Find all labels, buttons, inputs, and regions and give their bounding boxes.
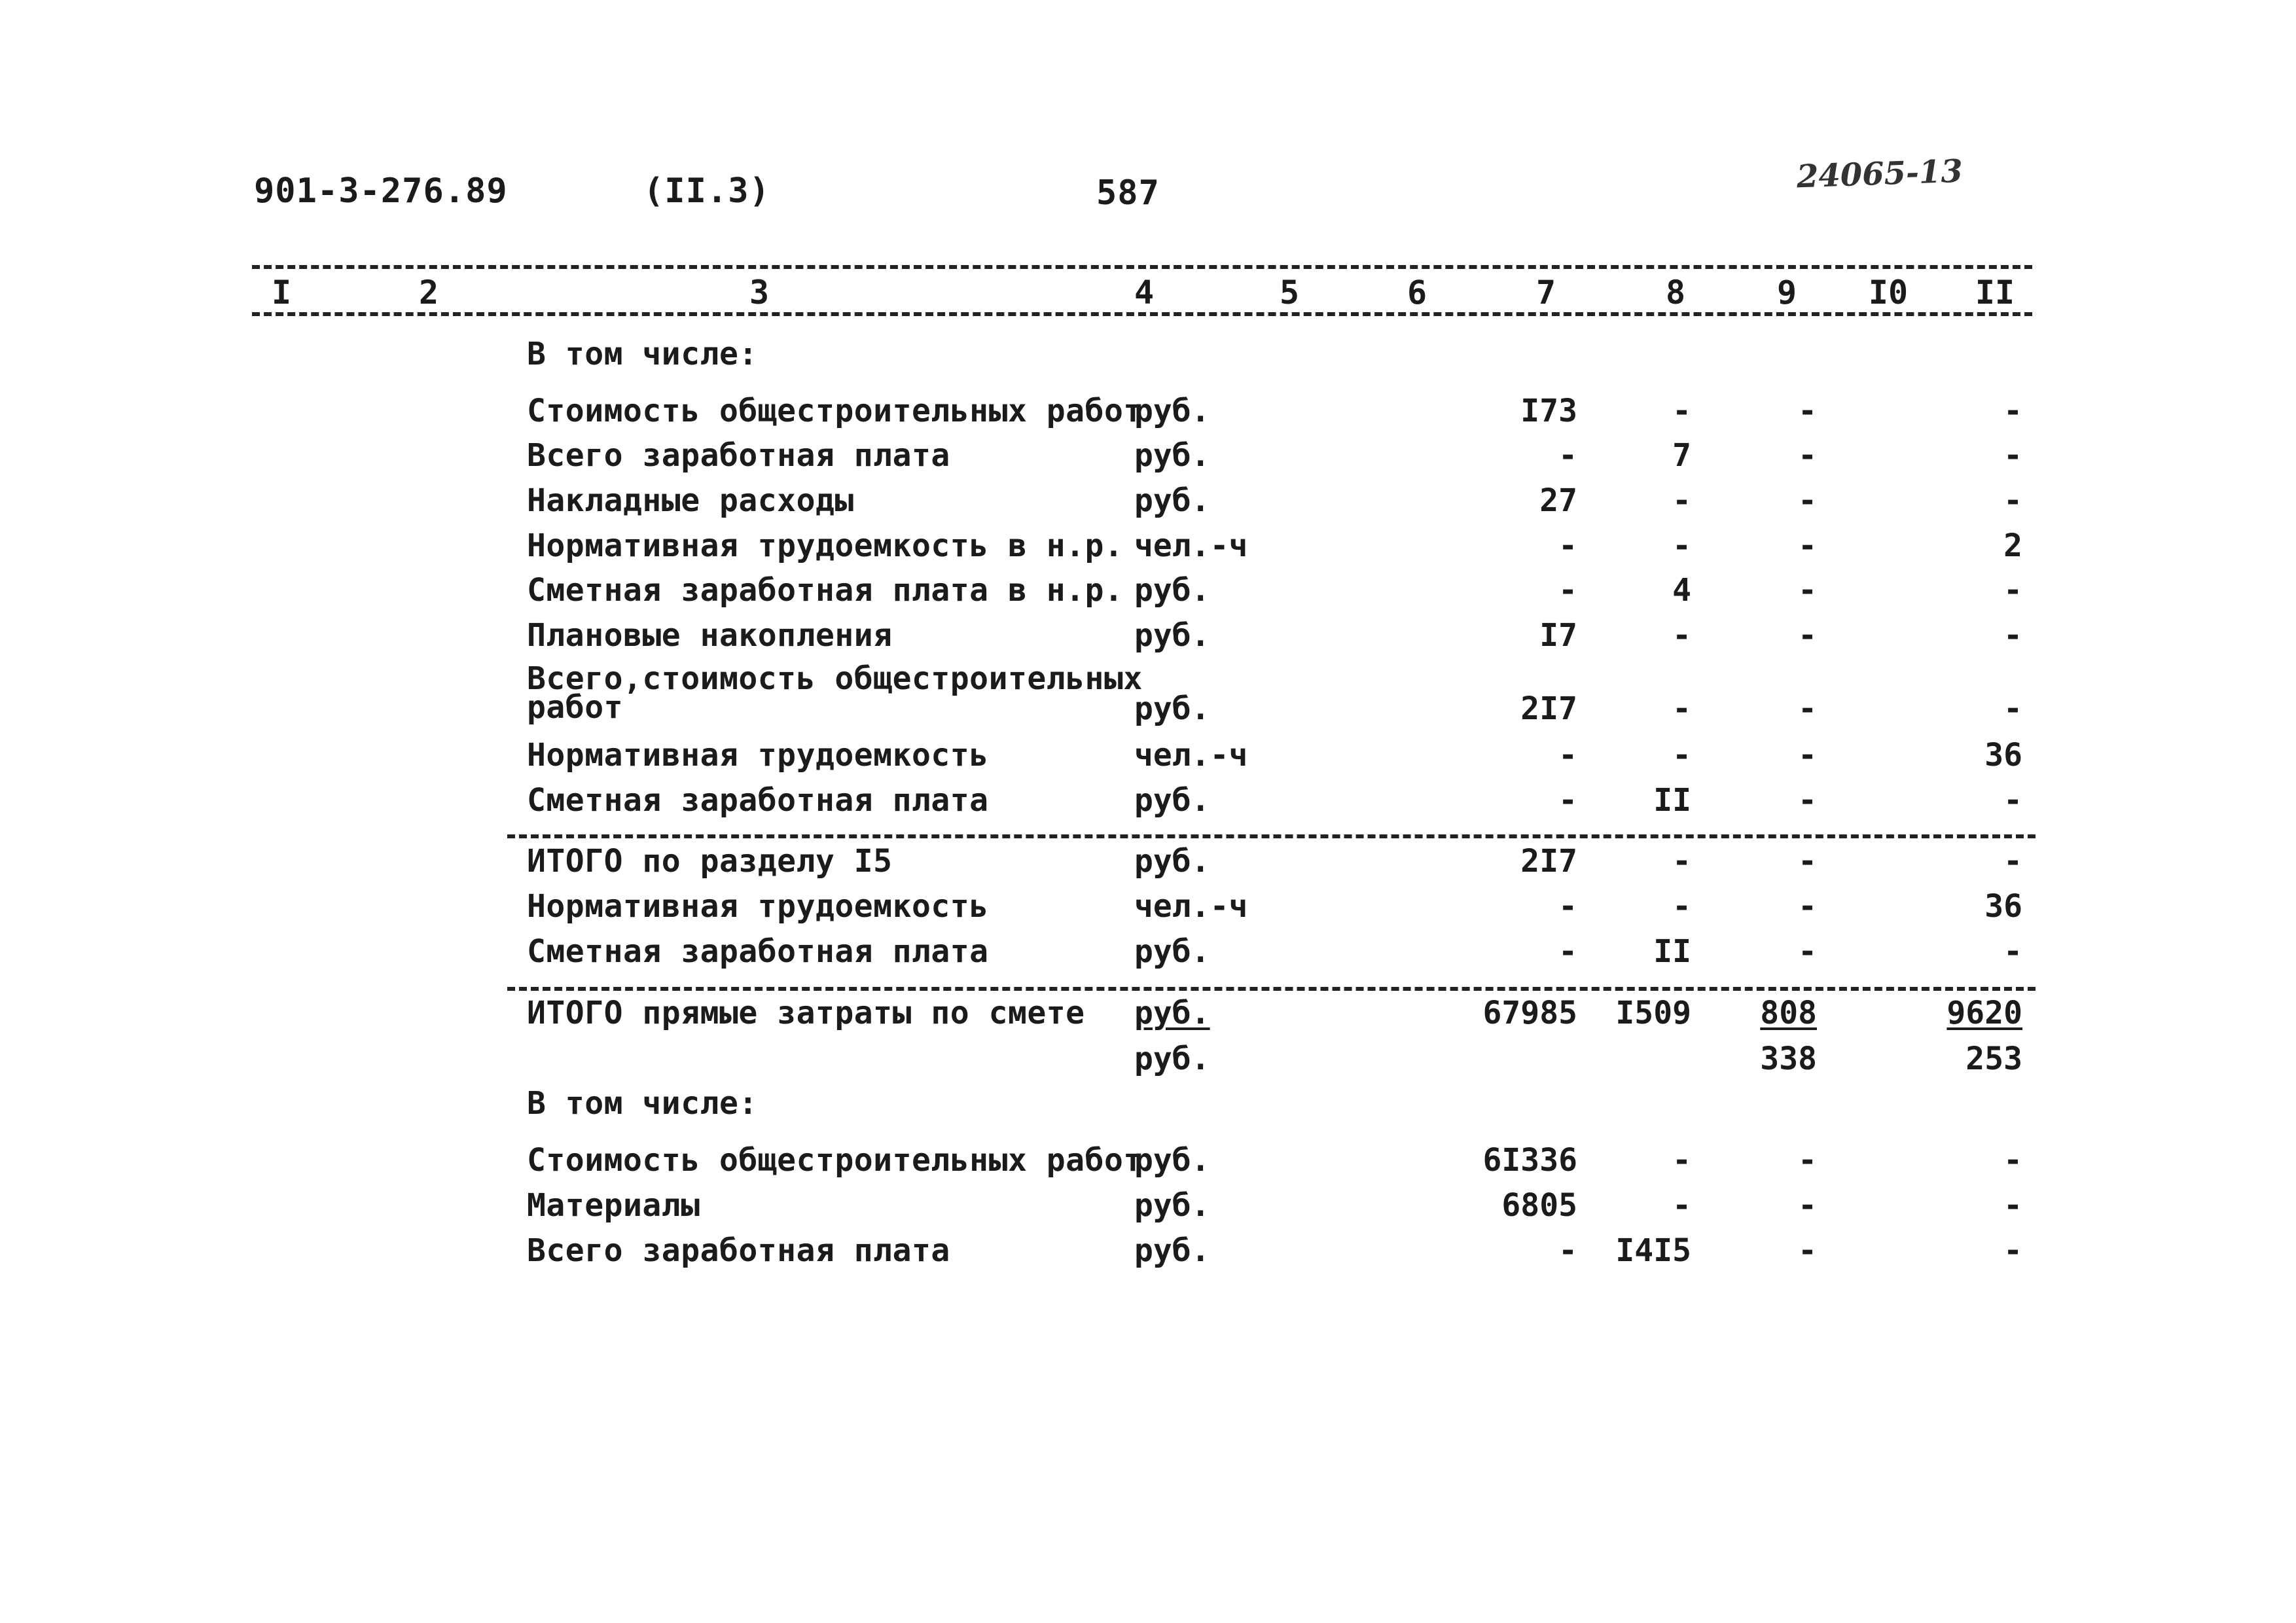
cell-col7: - [1558, 527, 1577, 564]
col-num-9: 9 [1776, 274, 1797, 312]
cell-col11: - [2003, 1142, 2022, 1179]
row-unit: руб. [1134, 437, 1210, 474]
cell-col11: - [2003, 617, 2022, 654]
cell-col8: I4I5 [1615, 1232, 1691, 1269]
cell-col8: I509 [1615, 995, 1691, 1031]
cell-col11: - [2003, 782, 2022, 819]
row-label-continuation: работ [527, 689, 623, 726]
cell-col7: I73 [1520, 393, 1577, 429]
col-num-6: 6 [1407, 274, 1427, 312]
row-label: Всего заработная плата [527, 437, 950, 474]
cell-col11: - [2003, 572, 2022, 609]
cell-col11: 2 [2003, 527, 2022, 564]
row-label: Материалы [527, 1187, 700, 1224]
section-rule [507, 834, 2036, 838]
col-num-5: 5 [1279, 274, 1300, 312]
row-unit: руб. [1134, 690, 1210, 727]
cell-col11: - [2003, 933, 2022, 970]
row-unit: руб. [1134, 782, 1210, 819]
cell-col9: - [1798, 527, 1817, 564]
cell-col11: - [2003, 1232, 2022, 1269]
row-label: Сметная заработная плата [527, 782, 989, 819]
row-label: Стоимость общестроительных работ [527, 1142, 1143, 1179]
row-label: Нормативная трудоемкость в н.р. [527, 527, 1124, 564]
document-code: 901-3-276.89 [254, 171, 508, 211]
cell-col9: - [1798, 437, 1817, 474]
cell-col11: - [2003, 393, 2022, 429]
cell-col7: 2I7 [1520, 690, 1577, 727]
cell-col9: - [1798, 933, 1817, 970]
cell-col8: - [1672, 690, 1691, 727]
row-label: Накладные расходы [527, 482, 854, 519]
col-num-7: 7 [1535, 274, 1556, 312]
row-label: Плановые накопления [527, 617, 893, 654]
cell-col9: - [1798, 737, 1817, 774]
row-label: ИТОГО по разделу I5 [527, 843, 893, 880]
col-num-2: 2 [418, 274, 439, 312]
cell-col9: - [1798, 843, 1817, 880]
col-num-10: I0 [1868, 274, 1909, 312]
col-num-4: 4 [1134, 274, 1155, 312]
row-unit: руб. [1134, 1187, 1210, 1224]
cell-col9: - [1798, 690, 1817, 727]
row-label: Нормативная трудоемкость [527, 888, 989, 925]
section-rule [507, 987, 2036, 991]
col-num-1: I [271, 274, 292, 312]
row-label: Сметная заработная плата в н.р. [527, 572, 1124, 609]
row-unit: руб. [1134, 393, 1210, 429]
cell-col11: - [2003, 1187, 2022, 1224]
cell-col9: - [1798, 572, 1817, 609]
row-unit: руб. [1134, 617, 1210, 654]
row-unit: руб. [1134, 843, 1210, 880]
row-unit: чел.-ч [1134, 737, 1248, 774]
cell-col8: 4 [1672, 572, 1691, 609]
cell-col9: - [1798, 393, 1817, 429]
cell-col7: 2I7 [1520, 843, 1577, 880]
row-label: Сметная заработная плата [527, 933, 989, 970]
header-top-rule [252, 265, 2032, 269]
cell-col11: - [2003, 843, 2022, 880]
cell-col7: - [1558, 572, 1577, 609]
col-num-8: 8 [1665, 274, 1686, 312]
cell-col9: - [1798, 888, 1817, 925]
cell-col11: 9620 [1946, 995, 2022, 1031]
cell-col7: - [1558, 782, 1577, 819]
row-label: Стоимость общестроительных работ [527, 393, 1143, 429]
cell-col8: - [1672, 482, 1691, 519]
row-unit: чел.-ч [1134, 527, 1248, 564]
cell-col7: 27 [1539, 482, 1577, 519]
cell-col8: 7 [1672, 437, 1691, 474]
cell-col8: - [1672, 1142, 1691, 1179]
cell-col8: - [1672, 393, 1691, 429]
header-bottom-rule [252, 312, 2032, 316]
row-unit: чел.-ч [1134, 888, 1248, 925]
cell-col7: - [1558, 888, 1577, 925]
cell-col7: - [1558, 737, 1577, 774]
row-unit: руб. [1134, 1232, 1210, 1269]
cell-col8: - [1672, 737, 1691, 774]
col-num-11: II [1975, 274, 2015, 312]
cell-col8: II [1653, 933, 1691, 970]
cell-col8: - [1672, 843, 1691, 880]
row-unit: руб. [1134, 995, 1210, 1031]
row-label: В том числе: [527, 1085, 758, 1122]
row-unit: руб. [1134, 1041, 1210, 1077]
cell-col8: II [1653, 782, 1691, 819]
row-unit: руб. [1134, 482, 1210, 519]
cell-col9: - [1798, 482, 1817, 519]
cell-col9: - [1798, 617, 1817, 654]
handwritten-reference: 24065-13 [1796, 152, 1964, 196]
cell-col9: - [1798, 1232, 1817, 1269]
cell-col9: 808 [1760, 995, 1817, 1031]
cell-col9: 338 [1760, 1041, 1817, 1077]
row-label: Всего заработная плата [527, 1232, 950, 1269]
cell-col11: - [2003, 437, 2022, 474]
cell-col9: - [1798, 782, 1817, 819]
cell-col8: - [1672, 527, 1691, 564]
cell-col7: 67985 [1482, 995, 1577, 1031]
row-label: Всего,стоимость общестроительных [527, 660, 1143, 697]
cell-col7: 6I336 [1482, 1142, 1577, 1179]
row-unit: руб. [1134, 572, 1210, 609]
cell-col9: - [1798, 1187, 1817, 1224]
cell-col8: - [1672, 888, 1691, 925]
cell-col7: 6805 [1501, 1187, 1577, 1224]
row-label: ИТОГО прямые затраты по смете [527, 995, 1085, 1031]
cell-col8: - [1672, 617, 1691, 654]
row-label: Нормативная трудоемкость [527, 737, 989, 774]
cell-col9: - [1798, 1142, 1817, 1179]
cell-col7: - [1558, 933, 1577, 970]
cell-col11: 253 [1965, 1041, 2022, 1077]
cell-col11: 36 [1984, 737, 2022, 774]
row-label: В том числе: [527, 336, 758, 372]
cell-col7: - [1558, 1232, 1577, 1269]
col-num-3: 3 [749, 274, 770, 312]
page-number: 587 [1096, 173, 1160, 213]
album-number: (II.3) [643, 171, 770, 211]
cell-col7: - [1558, 437, 1577, 474]
cell-col11: 36 [1984, 888, 2022, 925]
cell-col8: - [1672, 1187, 1691, 1224]
row-unit: руб. [1134, 933, 1210, 970]
row-unit: руб. [1134, 1142, 1210, 1179]
cell-col7: I7 [1539, 617, 1577, 654]
cell-col11: - [2003, 690, 2022, 727]
cell-col11: - [2003, 482, 2022, 519]
